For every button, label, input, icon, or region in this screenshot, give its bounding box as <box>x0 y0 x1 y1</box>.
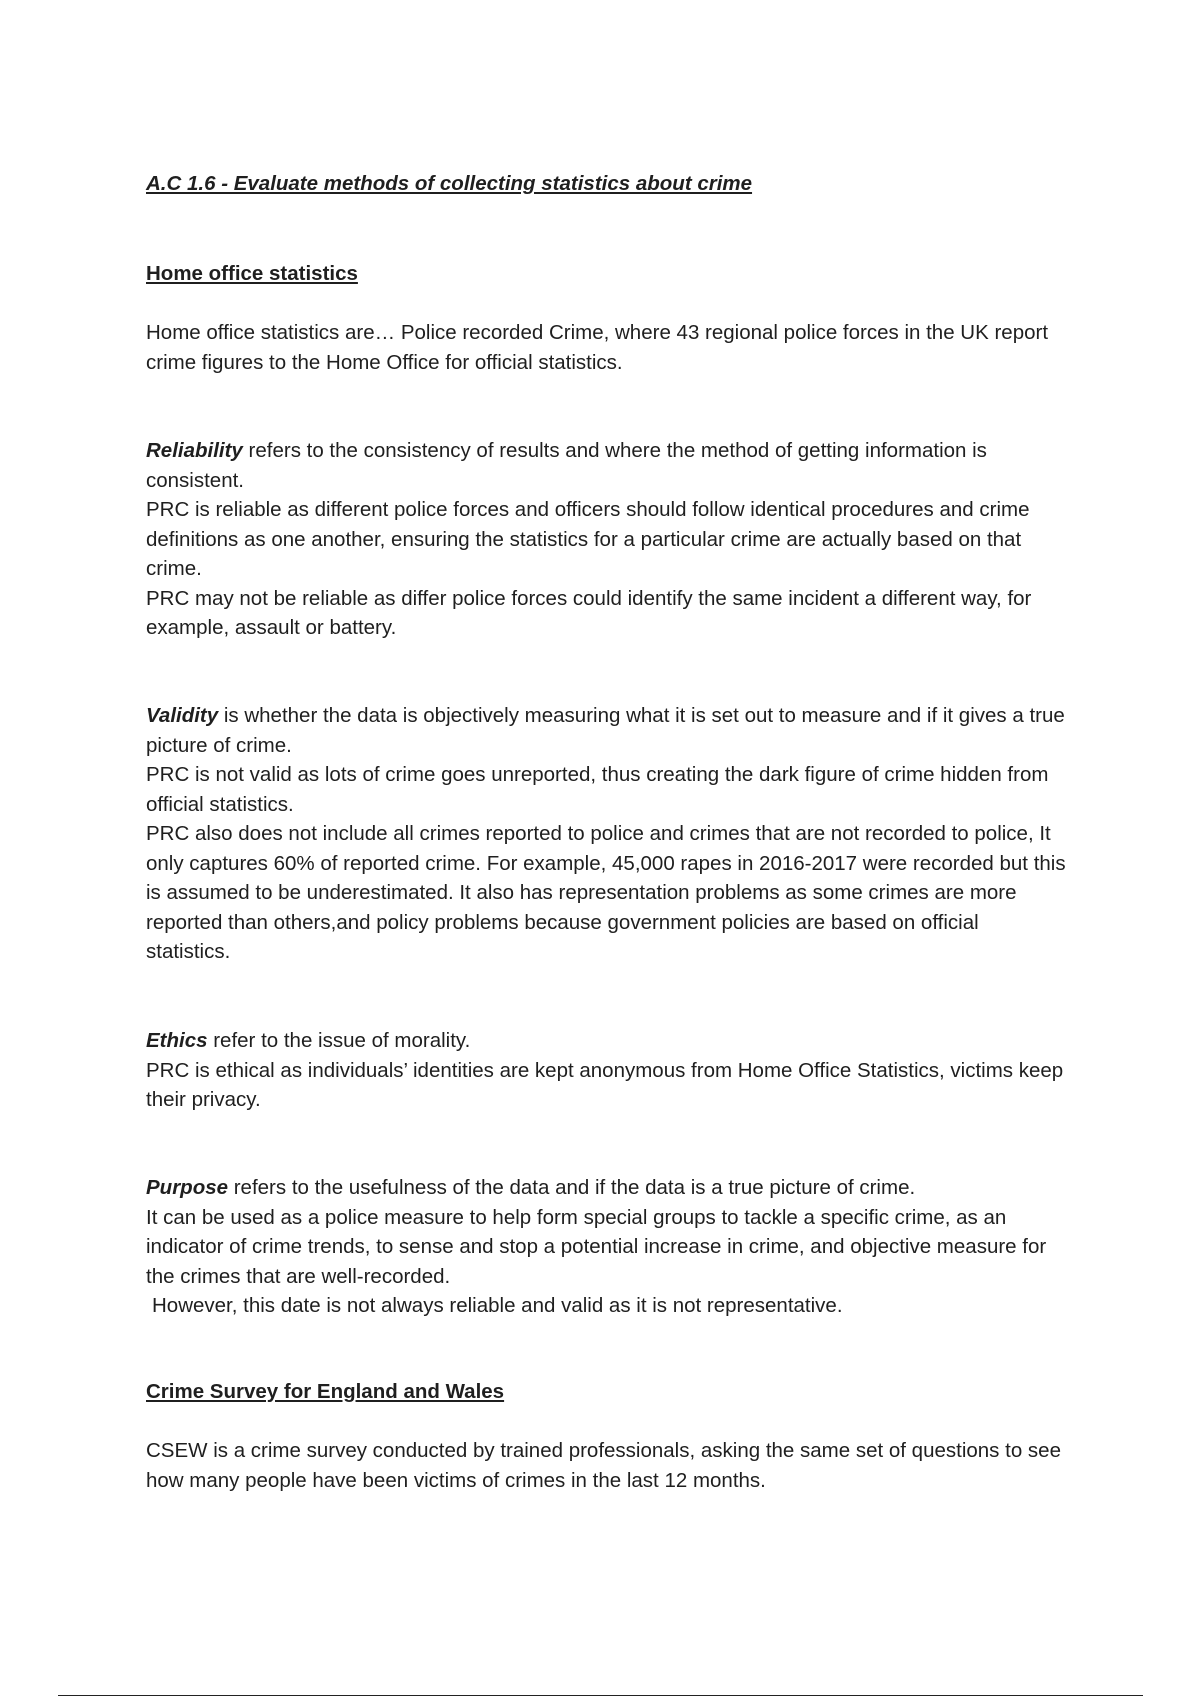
validity-term: Validity <box>146 704 219 727</box>
purpose-definition-text: refers to the usefulness of the data and if the data is a true picture of crime. <box>228 1176 916 1199</box>
validity-point-2: PRC also does not include all crimes reported to police and crimes that are not recorded to police, It only captures 60% of reported crime. For example, 45,000 rapes in 2016-2017 were recorded but this is assumed to be underestimated. It also has representation problems as some crimes are more reported than others,and policy problems because government policies are based on official statistics. <box>146 822 1066 963</box>
csew-heading: Crime Survey for England and Wales <box>146 1380 505 1403</box>
reliability-term: Reliability <box>146 439 243 462</box>
home-office-intro <box>146 318 1066 377</box>
csew-intro-text: CSEW is a crime survey conducted by trained professionals, asking the same set of questions to see how many people have been victims of crimes in the last 12 months. <box>146 1439 1061 1492</box>
purpose-point-2 <box>146 1291 1066 1321</box>
ethics-point-1: PRC is ethical as individuals’ identities are kept anonymous from Home Office Statistics, victims keep their privacy. <box>146 1058 1064 1111</box>
purpose-term: Purpose <box>146 1176 229 1199</box>
csew-intro <box>146 1436 1066 1495</box>
purpose-section <box>146 1173 1066 1321</box>
purpose-point-1: It can be used as a police measure to help form special groups to tackle a specific crime, as an indicator of crime trends, to sense and stop a potential increase in crime, and objective measure for the crimes that are well-recorded. <box>146 1205 1047 1288</box>
validity-point-1: PRC is not valid as lots of crime goes unreported, thus creating the dark figure of crime hidden from official statistics. <box>146 763 1049 816</box>
purpose-definition <box>146 1173 1066 1203</box>
reliability-definition-text: refers to the consistency of results and where the method of getting information is consistent. <box>146 439 987 492</box>
document-title: A.C 1.6 - Evaluate methods of collecting statistics about crime <box>146 172 753 195</box>
purpose-point-2-text: However, this date is not always reliable and valid as it is not representative. <box>152 1294 843 1317</box>
reliability-definition <box>146 436 1066 495</box>
reliability-section <box>146 436 1066 643</box>
ethics-definition-text: refer to the issue of morality. <box>207 1029 471 1052</box>
footer-divider <box>58 1695 1143 1696</box>
validity-definition-text: is whether the data is objectively measuring what it is set out to measure and if it gives a true picture of crime. <box>146 704 1065 757</box>
reliability-point-2: PRC may not be reliable as differ police forces could identify the same incident a different way, for example, assault or battery. <box>146 586 1032 639</box>
ethics-term: Ethics <box>146 1029 208 1052</box>
ethics-definition <box>146 1026 1066 1056</box>
home-office-heading: Home office statistics <box>146 262 358 285</box>
ethics-section <box>146 1026 1066 1115</box>
home-office-intro-text: Home office statistics are… Police recorded Crime, where 43 regional police forces in the UK report crime figures to the Home Office for official statistics. <box>146 321 1049 374</box>
validity-section <box>146 701 1066 967</box>
validity-definition <box>146 701 1066 760</box>
reliability-point-1: PRC is reliable as different police forces and officers should follow identical procedures and crime definitions as one another, ensuring the statistics for a particular crime are actually based on that crime. <box>146 498 1030 580</box>
